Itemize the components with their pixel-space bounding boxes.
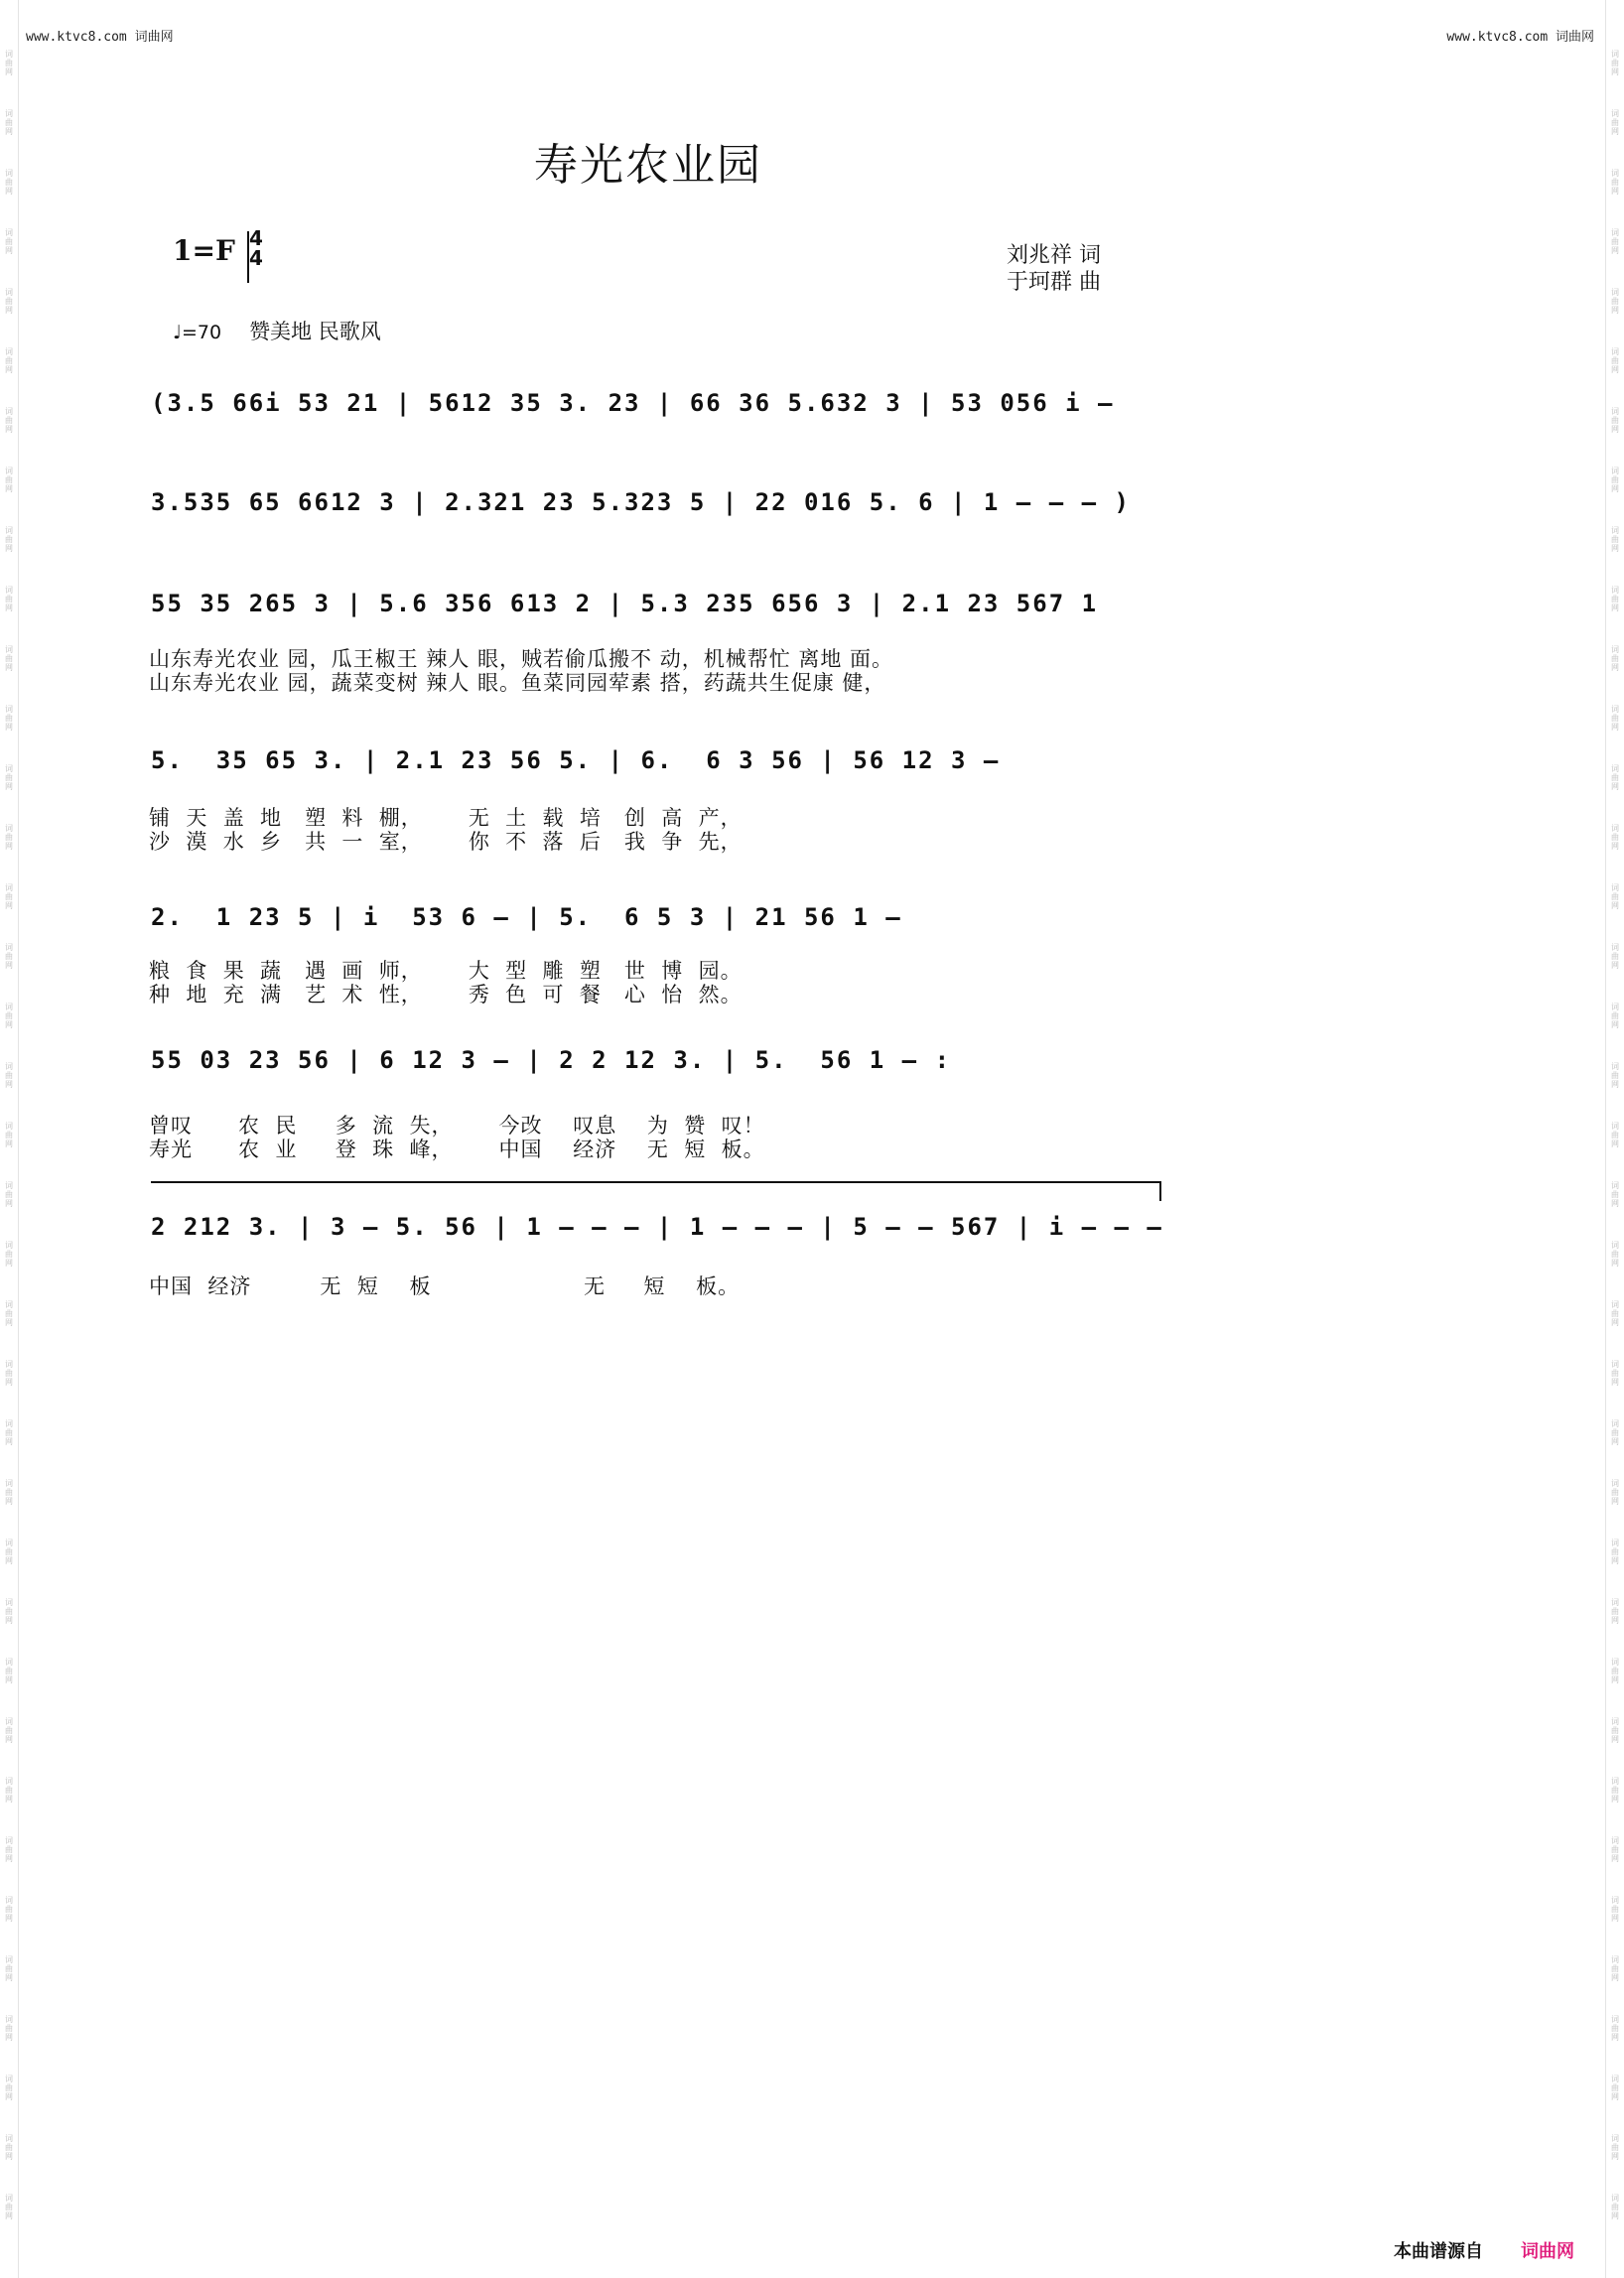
notes-line-3: 55 35 265 3 | 5.6 356 613 2 | 5.3 235 656 3 | 2.1 23 567 1 (151, 590, 1099, 617)
edge-watermark-text: 词 曲 网 (5, 1479, 13, 1506)
edge-watermark-text: 词 曲 网 (5, 169, 13, 196)
style-marking: 赞美地 民歌风 (249, 320, 381, 343)
edge-watermark-text: 词 曲 网 (5, 1598, 13, 1625)
edge-watermark-text: 词 曲 网 (5, 1777, 13, 1804)
edge-watermark-text: 词 曲 网 (1611, 1300, 1619, 1327)
notes-line-4: 5. 35 65 3. | 2.1 23 56 5. | 6. 6 3 56 | 56 12 3 – (151, 746, 1001, 774)
edge-watermark-text: 词 曲 网 (1611, 1598, 1619, 1625)
edge-watermark-text: 词 曲 网 (5, 1896, 13, 1923)
footer-source-label: 本曲谱源自 (1394, 2241, 1483, 2262)
lyric-line-5a: 粮 食 果 蔬 遇 画 师， 大 型 雕 塑 世 博 园。 (149, 959, 743, 983)
edge-watermark-text: 词 曲 网 (5, 883, 13, 910)
edge-watermark-text: 词 曲 网 (5, 1122, 13, 1148)
edge-watermark-text: 词 曲 网 (1611, 1122, 1619, 1148)
edge-watermark-text: 词 曲 网 (1611, 1181, 1619, 1208)
edge-watermark-text: 词 曲 网 (5, 1419, 13, 1446)
edge-watermark-text: 词 曲 网 (5, 1003, 13, 1029)
edge-watermark-text: 词 曲 网 (5, 109, 13, 136)
edge-watermark-text: 词 曲 网 (5, 1360, 13, 1387)
notes-line-5: 2. 1 23 5 | i 53 6 – | 5. 6 5 3 | 21 56 1 – (151, 903, 902, 931)
edge-watermark-text: 词 曲 网 (1611, 883, 1619, 910)
edge-watermark-text: 词 曲 网 (1611, 109, 1619, 136)
score-line-7 (151, 1199, 1163, 1261)
edge-watermark-text: 词 曲 网 (5, 1062, 13, 1089)
lyric-line-6a: 曾叹 农 民 多 流 失， 今改 叹息 为 赞 叹！ (149, 1114, 765, 1138)
notes-line-1: (3.5 66i 53 21 | 5612 35 3. 23 | 66 36 5.632 3 | 53 056 i – (151, 389, 1115, 417)
edge-watermark-text: 词 曲 网 (5, 705, 13, 732)
edge-watermark-text: 词 曲 网 (5, 2134, 13, 2161)
edge-watermark-text: 词 曲 网 (1611, 407, 1619, 434)
edge-watermark-text: 词 曲 网 (5, 824, 13, 851)
edge-watermark-text: 词 曲 网 (5, 1836, 13, 1863)
edge-watermark-text: 词 曲 网 (5, 1181, 13, 1208)
lyric-line-5b: 种 地 充 满 艺 术 性， 秀 色 可 餐 心 怡 然。 (149, 983, 743, 1006)
edge-watermark-text: 词 曲 网 (5, 1300, 13, 1327)
time-signature-bar (247, 231, 249, 283)
lyric-line-3b: 山东寿光农业 园，蔬菜变树 辣人 眼。鱼菜同园荤素 搭，药蔬共生促康 健， (149, 671, 886, 695)
edge-watermark-text: 词 曲 网 (1611, 2194, 1619, 2220)
edge-watermark-text: 词 曲 网 (5, 347, 13, 374)
edge-watermark-text: 词 曲 网 (1611, 1062, 1619, 1089)
edge-watermark-text: 词 曲 网 (5, 228, 13, 255)
tempo-marking (173, 316, 381, 345)
edge-watermark-text: 词 曲 网 (5, 1539, 13, 1565)
lyricist: 刘兆祥 词 (1007, 243, 1101, 268)
edge-watermark-text: 词 曲 网 (1611, 1419, 1619, 1446)
edge-watermark-text: 词 曲 网 (1611, 1777, 1619, 1804)
ending-bracket-hook (1153, 1181, 1161, 1201)
edge-watermark-text: 词 曲 网 (5, 1658, 13, 1684)
edge-watermark-text: 词 曲 网 (1611, 705, 1619, 732)
edge-watermark-text: 词 曲 网 (1611, 645, 1619, 672)
edge-watermark-text: 词 曲 网 (1611, 764, 1619, 791)
edge-watermark-text: 词 曲 网 (5, 943, 13, 970)
notes-line-2: 3.535 65 6612 3 | 2.321 23 5.323 5 | 22 016 5. 6 | 1 – – – ) (151, 488, 1131, 516)
edge-watermark-text: 词 曲 网 (1611, 1955, 1619, 1982)
edge-watermark-text: 词 曲 网 (1611, 824, 1619, 851)
edge-watermark-text: 词 曲 网 (5, 288, 13, 315)
edge-watermark-text: 词 曲 网 (5, 2194, 13, 2220)
edge-watermark-text: 词 曲 网 (1611, 1836, 1619, 1863)
ending-bracket-line (151, 1181, 1157, 1183)
edge-watermark-text: 词 曲 网 (5, 2075, 13, 2101)
edge-watermark-text: 词 曲 网 (1611, 586, 1619, 612)
site-url-left[interactable]: www.ktvc8.com 词曲网 (26, 30, 174, 45)
score-line-1 (151, 375, 1159, 437)
edge-watermark-text: 词 曲 网 (5, 645, 13, 672)
edge-watermark-text: 词 曲 网 (5, 467, 13, 493)
edge-watermark-text: 词 曲 网 (5, 526, 13, 553)
edge-watermark-text: 词 曲 网 (1611, 1241, 1619, 1268)
edge-watermark-text: 词 曲 网 (1611, 1658, 1619, 1684)
lyric-line-4b: 沙 漠 水 乡 共 一 室， 你 不 落 后 我 争 先， (149, 830, 743, 854)
edge-watermark-text: 词 曲 网 (1611, 2015, 1619, 2042)
edge-watermark-text: 词 曲 网 (1611, 526, 1619, 553)
credits (1007, 242, 1101, 296)
edge-watermark-text: 词 曲 网 (5, 1955, 13, 1982)
edge-watermark-text: 词 曲 网 (5, 50, 13, 76)
score-line-6 (151, 1032, 1159, 1094)
key-signature: 1=F (173, 234, 235, 267)
edge-watermark-text: 词 曲 网 (5, 407, 13, 434)
edge-watermark-text: 词 曲 网 (5, 1241, 13, 1268)
edge-watermark-text: 词 曲 网 (5, 764, 13, 791)
footer-brand-link[interactable]: 词曲网 (1521, 2241, 1574, 2262)
edge-watermark-text: 词 曲 网 (1611, 2075, 1619, 2101)
score-line-2 (151, 474, 1159, 536)
edge-watermark-text: 词 曲 网 (1611, 1717, 1619, 1744)
lyric-line-6b: 寿光 农 业 登 珠 峰， 中国 经济 无 短 板。 (149, 1138, 765, 1161)
time-signature (247, 228, 265, 268)
lyric-line-3a: 山东寿光农业 园，瓜王椒王 辣人 眼，贼若偷瓜搬不 动，机械帮忙 离地 面。 (149, 647, 894, 671)
song-title: 寿光农业园 (534, 140, 762, 191)
composer: 于珂群 曲 (1007, 270, 1101, 295)
notes-line-7: 2 212 3. | 3 – 5. 56 | 1 – – – | 1 – – – | 5 – – 567 | i – – – (151, 1213, 1163, 1241)
edge-watermark-text: 词 曲 网 (1611, 347, 1619, 374)
edge-watermark-text: 词 曲 网 (1611, 943, 1619, 970)
tempo: ♩=70 (173, 322, 222, 343)
lyric-line-4a: 铺 天 盖 地 塑 料 棚， 无 土 载 培 创 高 产， (149, 806, 743, 830)
edge-watermark-text: 词 曲 网 (1611, 1479, 1619, 1506)
edge-watermark-text: 词 曲 网 (1611, 2134, 1619, 2161)
edge-watermark-text: 词 曲 网 (1611, 1360, 1619, 1387)
site-url-right[interactable]: www.ktvc8.com 词曲网 (1446, 30, 1594, 45)
score-line-3 (151, 576, 1159, 637)
score-line-4 (151, 733, 1159, 794)
edge-watermark-text: 词 曲 网 (1611, 1896, 1619, 1923)
edge-watermark-text: 词 曲 网 (1611, 288, 1619, 315)
edge-watermark-text: 词 曲 网 (1611, 228, 1619, 255)
edge-watermark-text: 词 曲 网 (1611, 169, 1619, 196)
edge-watermark-text: 词 曲 网 (1611, 467, 1619, 493)
edge-watermark-text: 词 曲 网 (5, 2015, 13, 2042)
notes-line-6: 55 03 23 56 | 6 12 3 – | 2 2 12 3. | 5. 56 1 – : (151, 1046, 952, 1074)
lyric-line-7: 中国 经济 无 短 板 无 短 板。 (149, 1274, 741, 1298)
footer-source (1394, 2237, 1574, 2263)
edge-watermark-text: 词 曲 网 (1611, 50, 1619, 76)
edge-watermark-text: 词 曲 网 (5, 1717, 13, 1744)
edge-watermark-text: 词 曲 网 (1611, 1539, 1619, 1565)
edge-watermark-text: 词 曲 网 (5, 586, 13, 612)
time-signature-bottom: 4 (249, 246, 263, 270)
time-signature-top: 4 (249, 226, 263, 250)
score-line-5 (151, 889, 1159, 951)
edge-watermark-text: 词 曲 网 (1611, 1003, 1619, 1029)
